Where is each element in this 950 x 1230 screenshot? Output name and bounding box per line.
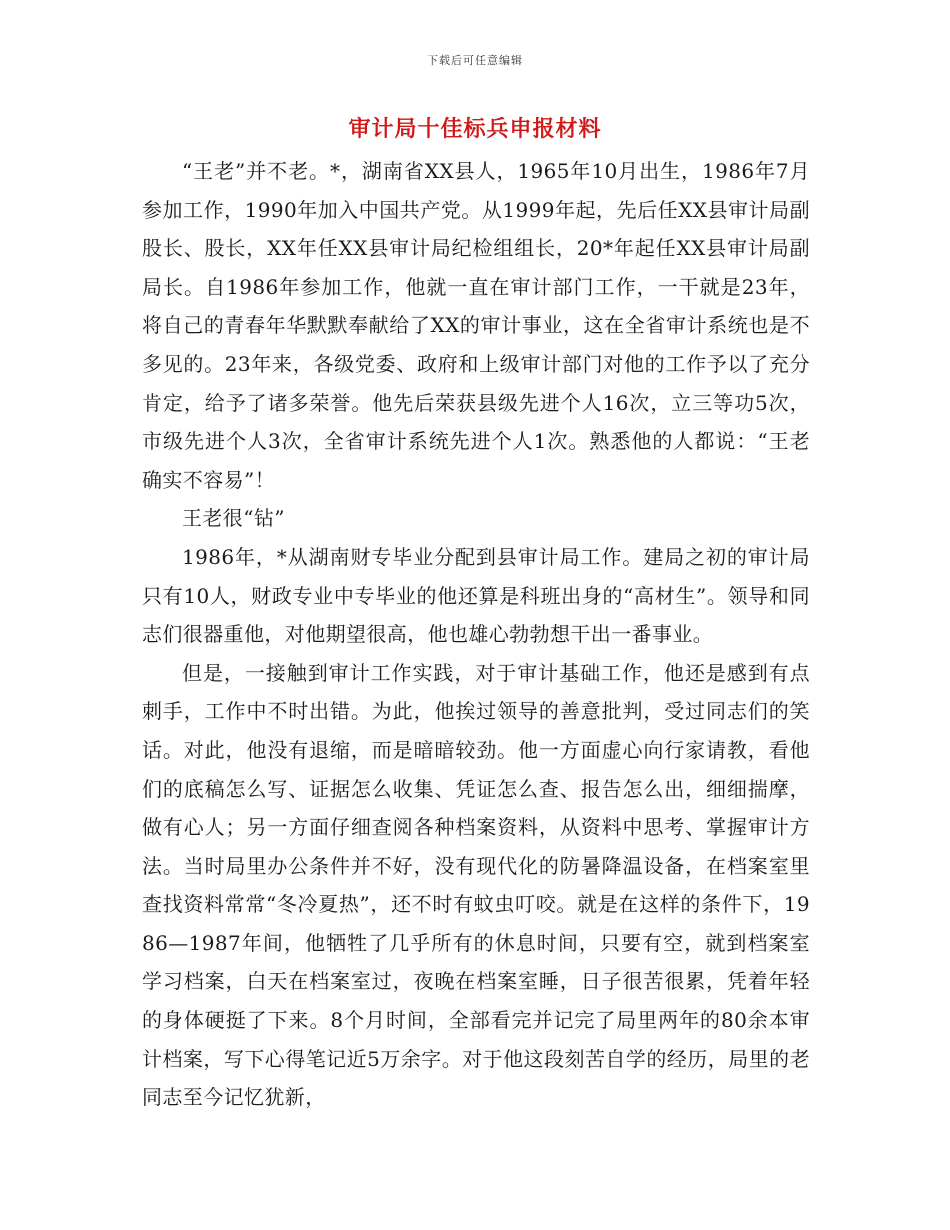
document-title: 审计局十佳标兵申报材料 xyxy=(348,116,602,142)
paragraph-intro: “王老”并不老。*，湖南省XX县人，1965年10月出生，1986年7月参加工作，1990年加入中国共产党。从1999年起，先后任XX县审计局副股长、股长，XX年任XX县审计局纪检组组长，20*年起任XX县审计局副局长。自1986年参加工作，他就一直在审计部门工作，一干就是23年，将自己的青春年华默默奉献给了XX的审计事业，这在全省审计系统也是不多见的。23年来，各级党委、政府和上级审计部门对他的工作予以了充分肯定，给予了诸多荣誉。他先后荣获县级先进个人16次，立三等功5次，市级先进个人3次，全省审计系统先进个人1次。熟悉他的人都说：“王老确实不容易”！ xyxy=(142,159,810,492)
paragraph-self-study: 但是，一接触到审计工作实践，对于审计基础工作，他还是感到有点刺手，工作中不时出错。为此，他挨过领导的善意批判，受过同志们的笑话。对此，他没有退缩，而是暗暗较劲。他一方面虚心向行家请教，看他们的底稿怎么写、证据怎么收集、凭证怎么查、报告怎么出，细细揣摩，做有心人；另一方面仔细查阅各种档案资料，从资料中思考、掌握审计方法。当时局里办公条件并不好，没有现代化的防暑降温设备，在档案室里查找资料常常“冬冷夏热”，还不时有蚊虫叮咬。就是在这样的条件下，1986—1987年间，他牺牲了几乎所有的休息时间，只要有空，就到档案室学习档案，白天在档案室过，夜晚在档案室睡，日子很苦很累，凭着年轻的身体硬挺了下来。8个月时间，全部看完并记完了局里两年的80余本审计档案，写下心得笔记近5万余字。对于他这段刻苦自学的经历，局里的老同志至今记忆犹新， xyxy=(142,660,810,1110)
document-body xyxy=(142,152,810,1117)
section-heading: 王老很“钻” xyxy=(182,506,285,531)
paragraph-career-start: 1986年，*从湖南财专毕业分配到县审计局工作。建局之初的审计局只有10人，财政专业中专毕业的他还算是科班出身的“高材生”。领导和同志们很器重他，对他期望很高，他也雄心勃勃想干出一番事业。 xyxy=(142,544,810,647)
page-header: 下载后可任意编辑 xyxy=(427,54,523,67)
